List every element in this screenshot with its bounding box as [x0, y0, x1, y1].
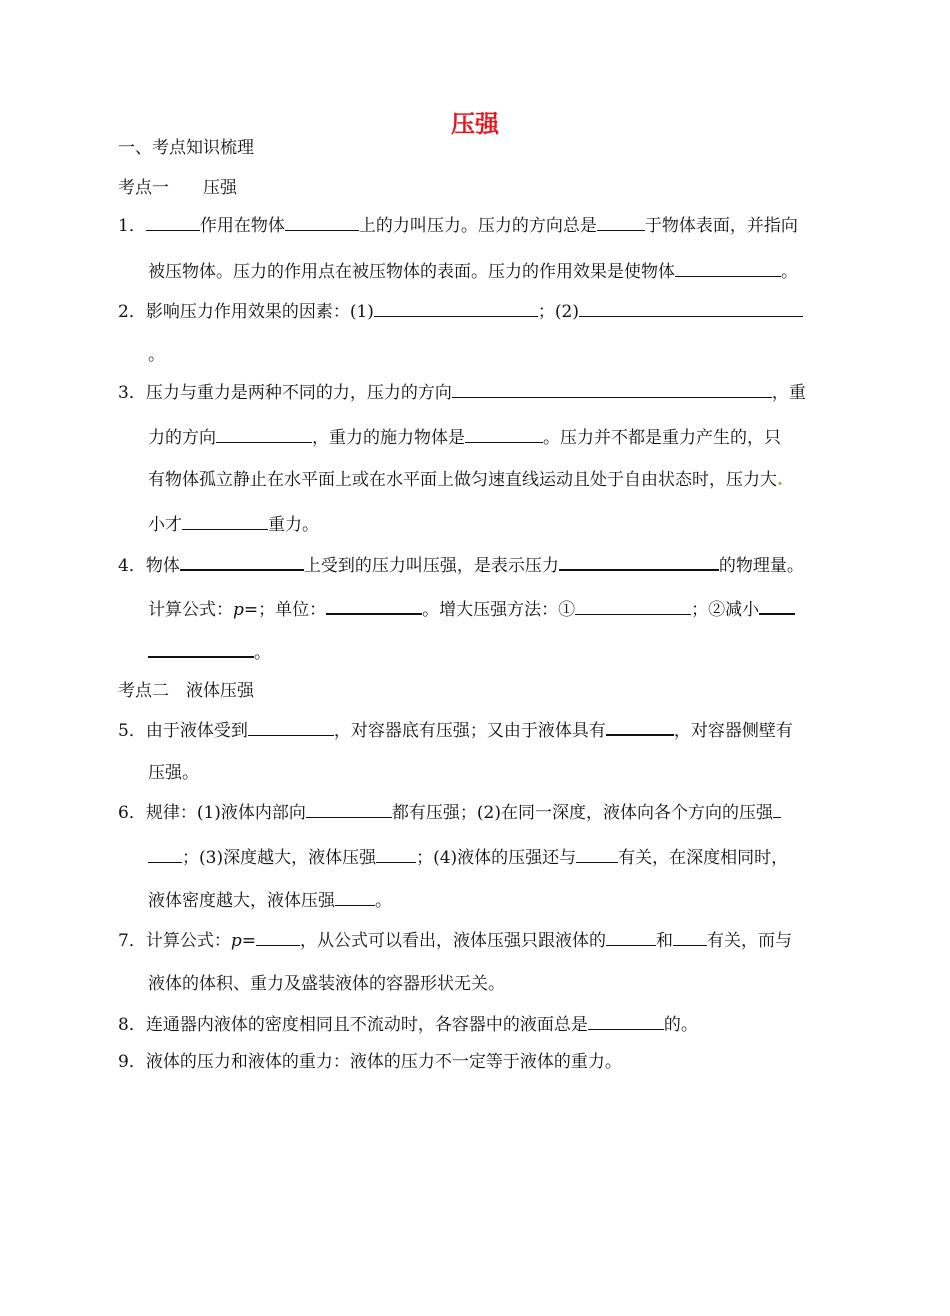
question-text: 上的力叫压力。压力的方向总是 — [358, 216, 597, 236]
question-text: 。压力并不都是重力产生的，只 — [543, 428, 781, 448]
question-text: 。增大压强方法：① — [422, 600, 576, 620]
question-text: 作用在物体 — [199, 216, 285, 236]
question-text: 液体的压力和液体的重力：液体的压力不一定等于液体的重力。 — [145, 1052, 622, 1072]
fill-blank[interactable] — [306, 801, 392, 818]
question-text: 压力与重力是两种不同的力，压力的方向 — [145, 383, 452, 403]
fill-blank[interactable] — [148, 640, 254, 658]
question-text: ，对容器侧壁有 — [673, 721, 793, 741]
question-2-line-1 — [118, 300, 803, 323]
fill-blank[interactable] — [597, 214, 645, 231]
fill-blank[interactable] — [673, 929, 707, 946]
question-3-line-3 — [148, 469, 783, 491]
question-number: 7． — [118, 931, 146, 951]
question-6-line-1 — [118, 801, 781, 824]
question-text: 有关，而与 — [706, 931, 792, 951]
page-title: 压强 — [451, 110, 499, 138]
question-number: 6． — [118, 803, 146, 823]
question-number: 1． — [118, 216, 146, 236]
question-4-line-2 — [148, 597, 795, 621]
question-text: = — [241, 931, 256, 951]
question-text: 力的方向 — [148, 428, 216, 448]
question-text: 上受到的压力叫压强，是表示压力 — [303, 556, 559, 576]
pressure-symbol: p — [233, 600, 244, 620]
fill-blank[interactable] — [216, 426, 312, 443]
question-text: 计算公式： — [148, 600, 233, 620]
question-6-line-2 — [148, 846, 788, 869]
question-text: 有关，在深度相同时， — [618, 848, 789, 868]
question-text: 被压物体。压力的作用点在被压物体的表面。压力的作用效果是使物体 — [148, 262, 675, 282]
question-text: ，重 — [771, 383, 806, 403]
question-4-line-1 — [118, 553, 804, 577]
fill-blank[interactable] — [588, 1013, 664, 1030]
question-text: 规律：(1)液体内部向 — [145, 803, 306, 823]
fill-blank[interactable] — [148, 846, 182, 863]
question-7-line-2: 液体的体积、重力及盛装液体的容器形状无关。 — [148, 974, 505, 994]
question-3-line-2 — [148, 426, 781, 449]
question-text: =；单位： — [243, 600, 327, 620]
fill-blank[interactable] — [559, 553, 719, 571]
fill-blank[interactable] — [452, 381, 772, 398]
question-text: ，从公式可以看出，液体压强只跟液体的 — [299, 931, 606, 951]
question-number: 8． — [118, 1015, 146, 1035]
fill-blank[interactable] — [374, 300, 538, 317]
question-text: 液体密度越大，液体压强 — [148, 891, 335, 911]
fill-blank[interactable] — [256, 929, 300, 946]
question-9-line-1 — [118, 1051, 622, 1073]
question-text: 物体 — [145, 556, 180, 576]
fill-blank[interactable] — [606, 929, 656, 946]
fill-blank[interactable] — [579, 300, 803, 317]
question-7-line-1 — [118, 929, 792, 952]
question-number: 3． — [118, 383, 146, 403]
question-text: 连通器内液体的密度相同且不流动时，各容器中的液面总是 — [145, 1015, 588, 1035]
question-text: ；(4)液体的压强还与 — [416, 848, 577, 868]
pressure-symbol: p — [230, 931, 242, 951]
question-text: 的物理量。 — [718, 556, 804, 576]
question-5-line-1 — [118, 718, 793, 742]
fill-blank[interactable] — [773, 801, 781, 818]
question-text: 计算公式： — [145, 931, 231, 951]
question-text: ，对容器底有压强；又由于液体具有 — [333, 721, 606, 741]
marker-dot: . — [777, 470, 783, 490]
fill-blank[interactable] — [575, 598, 691, 615]
fill-blank[interactable] — [180, 553, 304, 571]
question-text: ；(2) — [537, 302, 580, 322]
fill-blank[interactable] — [465, 426, 543, 443]
fill-blank[interactable] — [146, 214, 200, 231]
question-text: 有物体孤立静止在水平面上或在水平面上做匀速直线运动且处于自由状态时，压力大 — [148, 470, 777, 490]
topic-heading-1: 考点一 压强 — [118, 178, 237, 198]
question-text: 由于液体受到 — [145, 721, 248, 741]
fill-blank[interactable] — [335, 889, 375, 906]
question-text: 都有压强；(2)在同一深度，液体向各个方向的压强 — [391, 803, 774, 823]
fill-blank[interactable] — [285, 214, 359, 231]
question-3-line-1 — [118, 381, 806, 404]
fill-blank[interactable] — [576, 846, 618, 863]
question-text: 。 — [375, 891, 392, 911]
section-heading: 一、考点知识梳理 — [118, 138, 254, 158]
question-number: 5． — [118, 721, 146, 741]
question-text: ；(3)深度越大，液体压强 — [182, 848, 377, 868]
question-text: ，重力的施力物体是 — [312, 428, 465, 448]
question-6-line-3 — [148, 889, 392, 912]
question-text: 重力。 — [268, 515, 319, 535]
question-text: 小才 — [148, 515, 182, 535]
question-text: 的。 — [663, 1015, 698, 1035]
question-5-line-2: 压强。 — [148, 763, 199, 783]
question-number: 9． — [118, 1052, 146, 1072]
question-text: ；②减小 — [691, 600, 760, 620]
fill-blank[interactable] — [182, 513, 268, 530]
question-text: 。 — [254, 643, 271, 663]
question-8-line-1 — [118, 1013, 698, 1036]
fill-blank[interactable] — [326, 597, 422, 615]
question-number: 2． — [118, 302, 146, 322]
question-4-line-3 — [148, 640, 271, 664]
question-text: 和 — [655, 931, 673, 951]
fill-blank[interactable] — [675, 260, 781, 277]
topic-heading-2: 考点二 液体压强 — [118, 681, 254, 701]
question-1-line-1 — [118, 214, 798, 237]
question-text: 影响压力作用效果的因素：(1) — [145, 302, 374, 322]
fill-blank[interactable] — [759, 597, 795, 615]
question-3-line-4 — [148, 513, 319, 536]
question-2-line-2: 。 — [148, 345, 165, 365]
question-number: 4． — [118, 556, 146, 576]
question-text: 于物体表面，并指向 — [644, 216, 798, 236]
question-1-line-2 — [148, 260, 798, 283]
fill-blank[interactable] — [376, 846, 416, 863]
fill-blank[interactable] — [248, 719, 334, 736]
fill-blank[interactable] — [606, 718, 674, 736]
question-text: 。 — [781, 262, 798, 282]
